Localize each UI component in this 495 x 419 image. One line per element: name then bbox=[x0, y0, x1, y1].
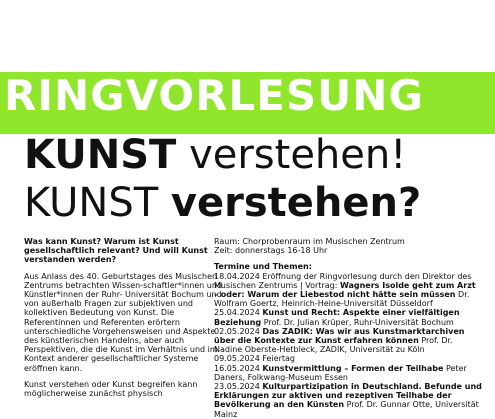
schedule-title: Das ZADIK: Was wir aus Kunstmarktarchiven über die Kontexte zur Kunst erfahren können bbox=[214, 326, 465, 346]
series-title: RINGVORLESUNG bbox=[4, 71, 424, 120]
headline-line-1 bbox=[24, 132, 406, 178]
schedule-entry bbox=[214, 272, 482, 309]
schedule-date: 09.05.2024 bbox=[214, 354, 260, 364]
schedule-entry bbox=[214, 327, 482, 355]
schedule-speaker: Prof. Dr. Gunnar Otte, Universität Mainz bbox=[214, 400, 479, 419]
schedule-speaker: Dr. Wolfram Goertz, Heinrich-Heine-Universität Düsseldorf bbox=[214, 290, 470, 309]
schedule-date: 18.04.2024 bbox=[214, 271, 260, 281]
schedule-entry bbox=[214, 364, 482, 382]
intro-question: Was kann Kunst? Warum ist Kunst gesellschaftlich relevant? Und will Kunst verstanden werden? bbox=[24, 237, 208, 265]
time-info: Zeit: donnerstags 16-18 Uhr bbox=[214, 246, 328, 256]
schedule-speaker: Prof. Dr. Julian Krüper, Ruhr-Universität Bochum bbox=[263, 317, 454, 327]
intro-column bbox=[24, 237, 224, 400]
headline-2-light: KUNST bbox=[24, 180, 159, 226]
schedule-list bbox=[214, 272, 482, 419]
schedule-title: Wagners Isolde geht zum Arzt – oder: Warum der Liebestod nicht hätte sein müssen bbox=[214, 280, 476, 300]
schedule-column bbox=[214, 237, 482, 419]
intro-paragraph-1: Aus Anlass des 40. Geburtstages des Musischen Zentrums betrachten Wissen-schaftler*innen und Künstler*innen der Ruhr- Universität Bochum und von außerhalb Fragen zur subjektiven und kollektiven Bedeutung von Kunst. Die Referentinnen und Referenten erörtern unterschiedliche Vorgehensweisen und Aspekte des künstlerischen Handelns, aber auch Perspektiven, die die Kunst im Verhältnis und im Kontext anderer gesellschaftlicher Systeme eröffnen kann. bbox=[24, 271, 223, 373]
schedule-date: 23.05.2024 bbox=[214, 382, 260, 392]
schedule-entry bbox=[214, 308, 482, 326]
schedule-date: 16.05.2024 bbox=[214, 363, 260, 373]
intro-paragraph-2: Kunst verstehen oder Kunst begreifen kann möglicherweise zunächst physisch bbox=[24, 379, 198, 399]
headline-2-bold: verstehen? bbox=[170, 180, 422, 226]
schedule-title: Kunst und Recht: Aspekte einer vielfältigen Beziehung bbox=[214, 308, 460, 327]
schedule-date: 25.04.2024 bbox=[214, 308, 260, 318]
schedule-date: 02.05.2024 bbox=[214, 326, 260, 336]
schedule-speaker: Peter Daners, Folkwang-Museum Essen bbox=[214, 363, 467, 382]
headline-1-bold: KUNST bbox=[24, 132, 177, 178]
schedule-entry bbox=[214, 354, 482, 363]
schedule-pre: Eröffnung der Ringvorlesung durch den Direktor des Musischen Zentrums | Vortrag: bbox=[214, 271, 472, 290]
schedule-heading: Termine und Themen: bbox=[214, 262, 312, 272]
schedule-title: Kunstvermittlung – Formen der Teilhabe bbox=[262, 363, 444, 373]
schedule-title: Kulturpartizipation in Deutschland. Befunde und Erklärungen zur aktiven und rezeptiven Teilhabe der Bevölkerung an den Künsten bbox=[214, 382, 482, 410]
headline-line-2 bbox=[24, 180, 421, 226]
headline-1-light: verstehen! bbox=[189, 132, 407, 178]
schedule-entry bbox=[214, 382, 482, 419]
schedule-pre: Feiertag bbox=[262, 354, 295, 364]
room-info: Raum: Chorprobenraum im Musischen Zentrum bbox=[214, 237, 405, 246]
schedule-speaker: Prof. Dr. Nadine Oberste-Hetbleck, ZADIK, Universität zu Köln bbox=[214, 336, 453, 355]
